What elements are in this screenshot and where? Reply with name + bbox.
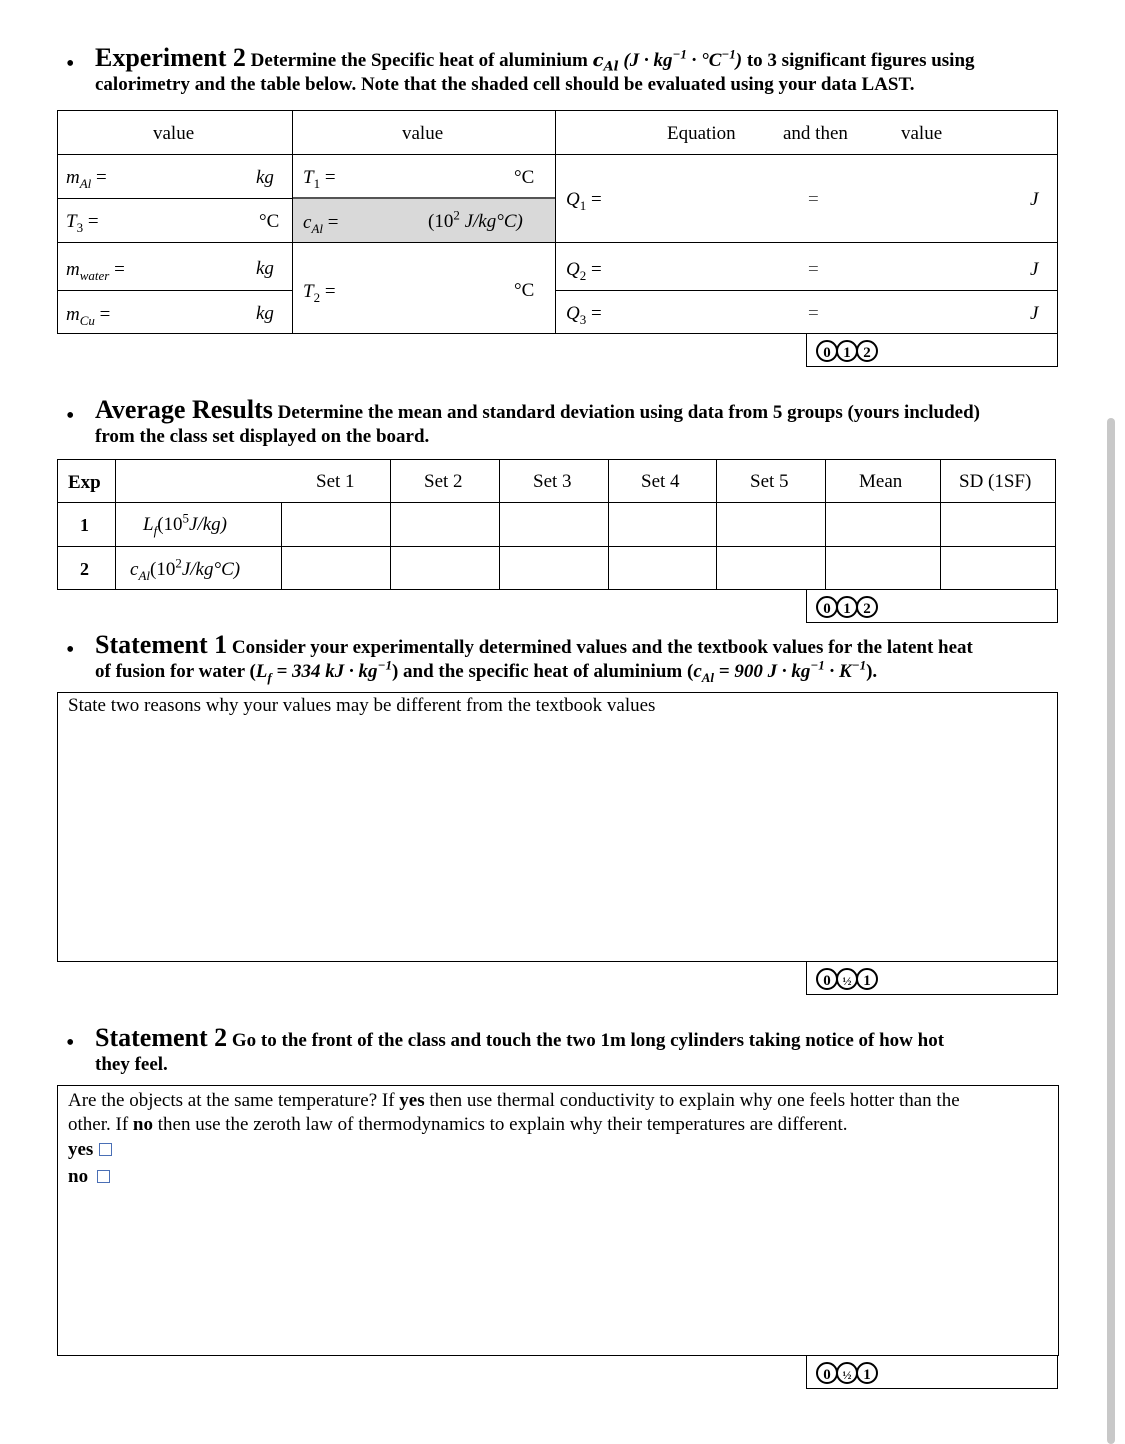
m-al-label: $m_{Al}$ = — [66, 167, 107, 191]
statement-2-heading: Statement 2 Go to the front of the class and touch the two 1m long cylinders taking notice of how hot they feel. — [95, 1023, 945, 1075]
bullet: • — [66, 637, 75, 663]
header-set-4: Set 4 — [641, 471, 680, 492]
equals-sign: = — [808, 189, 819, 210]
t2-label: $T_2$ = — [303, 281, 336, 305]
cal-row-label: $c_{Al}(10^2J/kg^\circ C)$ — [130, 555, 241, 583]
no-checkbox[interactable] — [97, 1170, 110, 1183]
unit-celsius: °C — [514, 280, 535, 301]
statement-1-prompt: State two reasons why your values may be different from the textbook values — [68, 695, 656, 716]
experiment-2-heading: Experiment 2 Determine the Specific heat of aluminium $c_{Al}$ $(J \cdot kg^{-1} \cdot ^\circ C^{-1})$ to 3 significant figures using calorimetry and the table below. Note that the shaded cell should be evaluated using your data LAST. — [95, 43, 975, 95]
marks-0-1-2: 0 1 2 — [816, 596, 876, 618]
header-exp: Exp — [68, 472, 101, 493]
equals-sign: = — [808, 303, 819, 324]
bullet: • — [66, 51, 75, 77]
c-al-label: $c_{Al}$ = — [303, 212, 339, 236]
equals-sign: = — [808, 259, 819, 280]
statement-1-heading: Statement 1 Consider your experimentally determined values and the textbook values for the latent heat of fusion for water ($L_f = 334$ kJ · $kg^{-1}$) and the specific heat of aluminium ($c_{Al} = 900$ $J \cdot kg^{-1} \cdot K^{-1}$). — [95, 630, 973, 685]
unit-joule: J — [1030, 259, 1039, 280]
statement-2-prompt: Are the objects at the same temperature? If yes then use thermal conductivity to explain why one feels hotter than the other. If no then use the zeroth law of thermodynamics to explain why their temperatures are different. — [68, 1090, 960, 1135]
unit-celsius: °C — [514, 167, 535, 188]
q2-label: $Q_2$ = — [566, 259, 602, 283]
lf-row-label: $L_f(10^5J/kg)$ — [143, 510, 228, 538]
unit-joule: J — [1030, 189, 1039, 210]
marks-0-half-1: 0 ½ 1 — [816, 968, 876, 990]
option-no[interactable]: no — [68, 1167, 110, 1186]
q3-label: $Q_3$ = — [566, 303, 602, 327]
unit-kg: kg — [256, 303, 274, 324]
header-sd: SD (1SF) — [959, 471, 1032, 492]
bullet: • — [66, 1030, 75, 1056]
t3-label: $T_3$ = — [66, 211, 99, 235]
average-results-heading: Average Results Determine the mean and standard deviation using data from 5 groups (yours included) from the class set displayed on the board. — [95, 395, 980, 447]
option-yes[interactable]: yes — [68, 1140, 112, 1159]
unit-kg: kg — [256, 258, 274, 279]
header-value-3: value — [901, 123, 943, 144]
m-water-label: $m_{water}$ = — [66, 259, 125, 283]
unit-celsius: °C — [259, 211, 280, 232]
m-cu-label: $m_{Cu}$ = — [66, 304, 111, 328]
header-set-1: Set 1 — [316, 471, 355, 492]
header-set-5: Set 5 — [750, 471, 789, 492]
header-equation: Equation — [667, 123, 736, 144]
marks-0-1-2: 0 1 2 — [816, 340, 876, 362]
unit-kg: kg — [256, 167, 274, 188]
c-al-unit: ($10^2$ J/kg°C) — [428, 207, 523, 232]
header-set-3: Set 3 — [533, 471, 572, 492]
header-and-then: and then — [783, 123, 848, 144]
header-value-2: value — [402, 123, 444, 144]
t1-label: $T_1$ = — [303, 167, 336, 191]
statement-1-answer-box[interactable] — [57, 692, 1058, 962]
header-value-1: value — [153, 123, 195, 144]
header-mean: Mean — [859, 471, 903, 492]
bullet: • — [66, 403, 75, 429]
yes-checkbox[interactable] — [99, 1143, 112, 1156]
q1-label: $Q_1$ = — [566, 189, 602, 213]
vertical-scrollbar[interactable] — [1107, 418, 1115, 1444]
exp-number: 1 — [80, 515, 89, 535]
exp-number: 2 — [80, 559, 89, 579]
unit-joule: J — [1030, 303, 1039, 324]
header-set-2: Set 2 — [424, 471, 463, 492]
marks-0-half-1: 0 ½ 1 — [816, 1362, 876, 1384]
